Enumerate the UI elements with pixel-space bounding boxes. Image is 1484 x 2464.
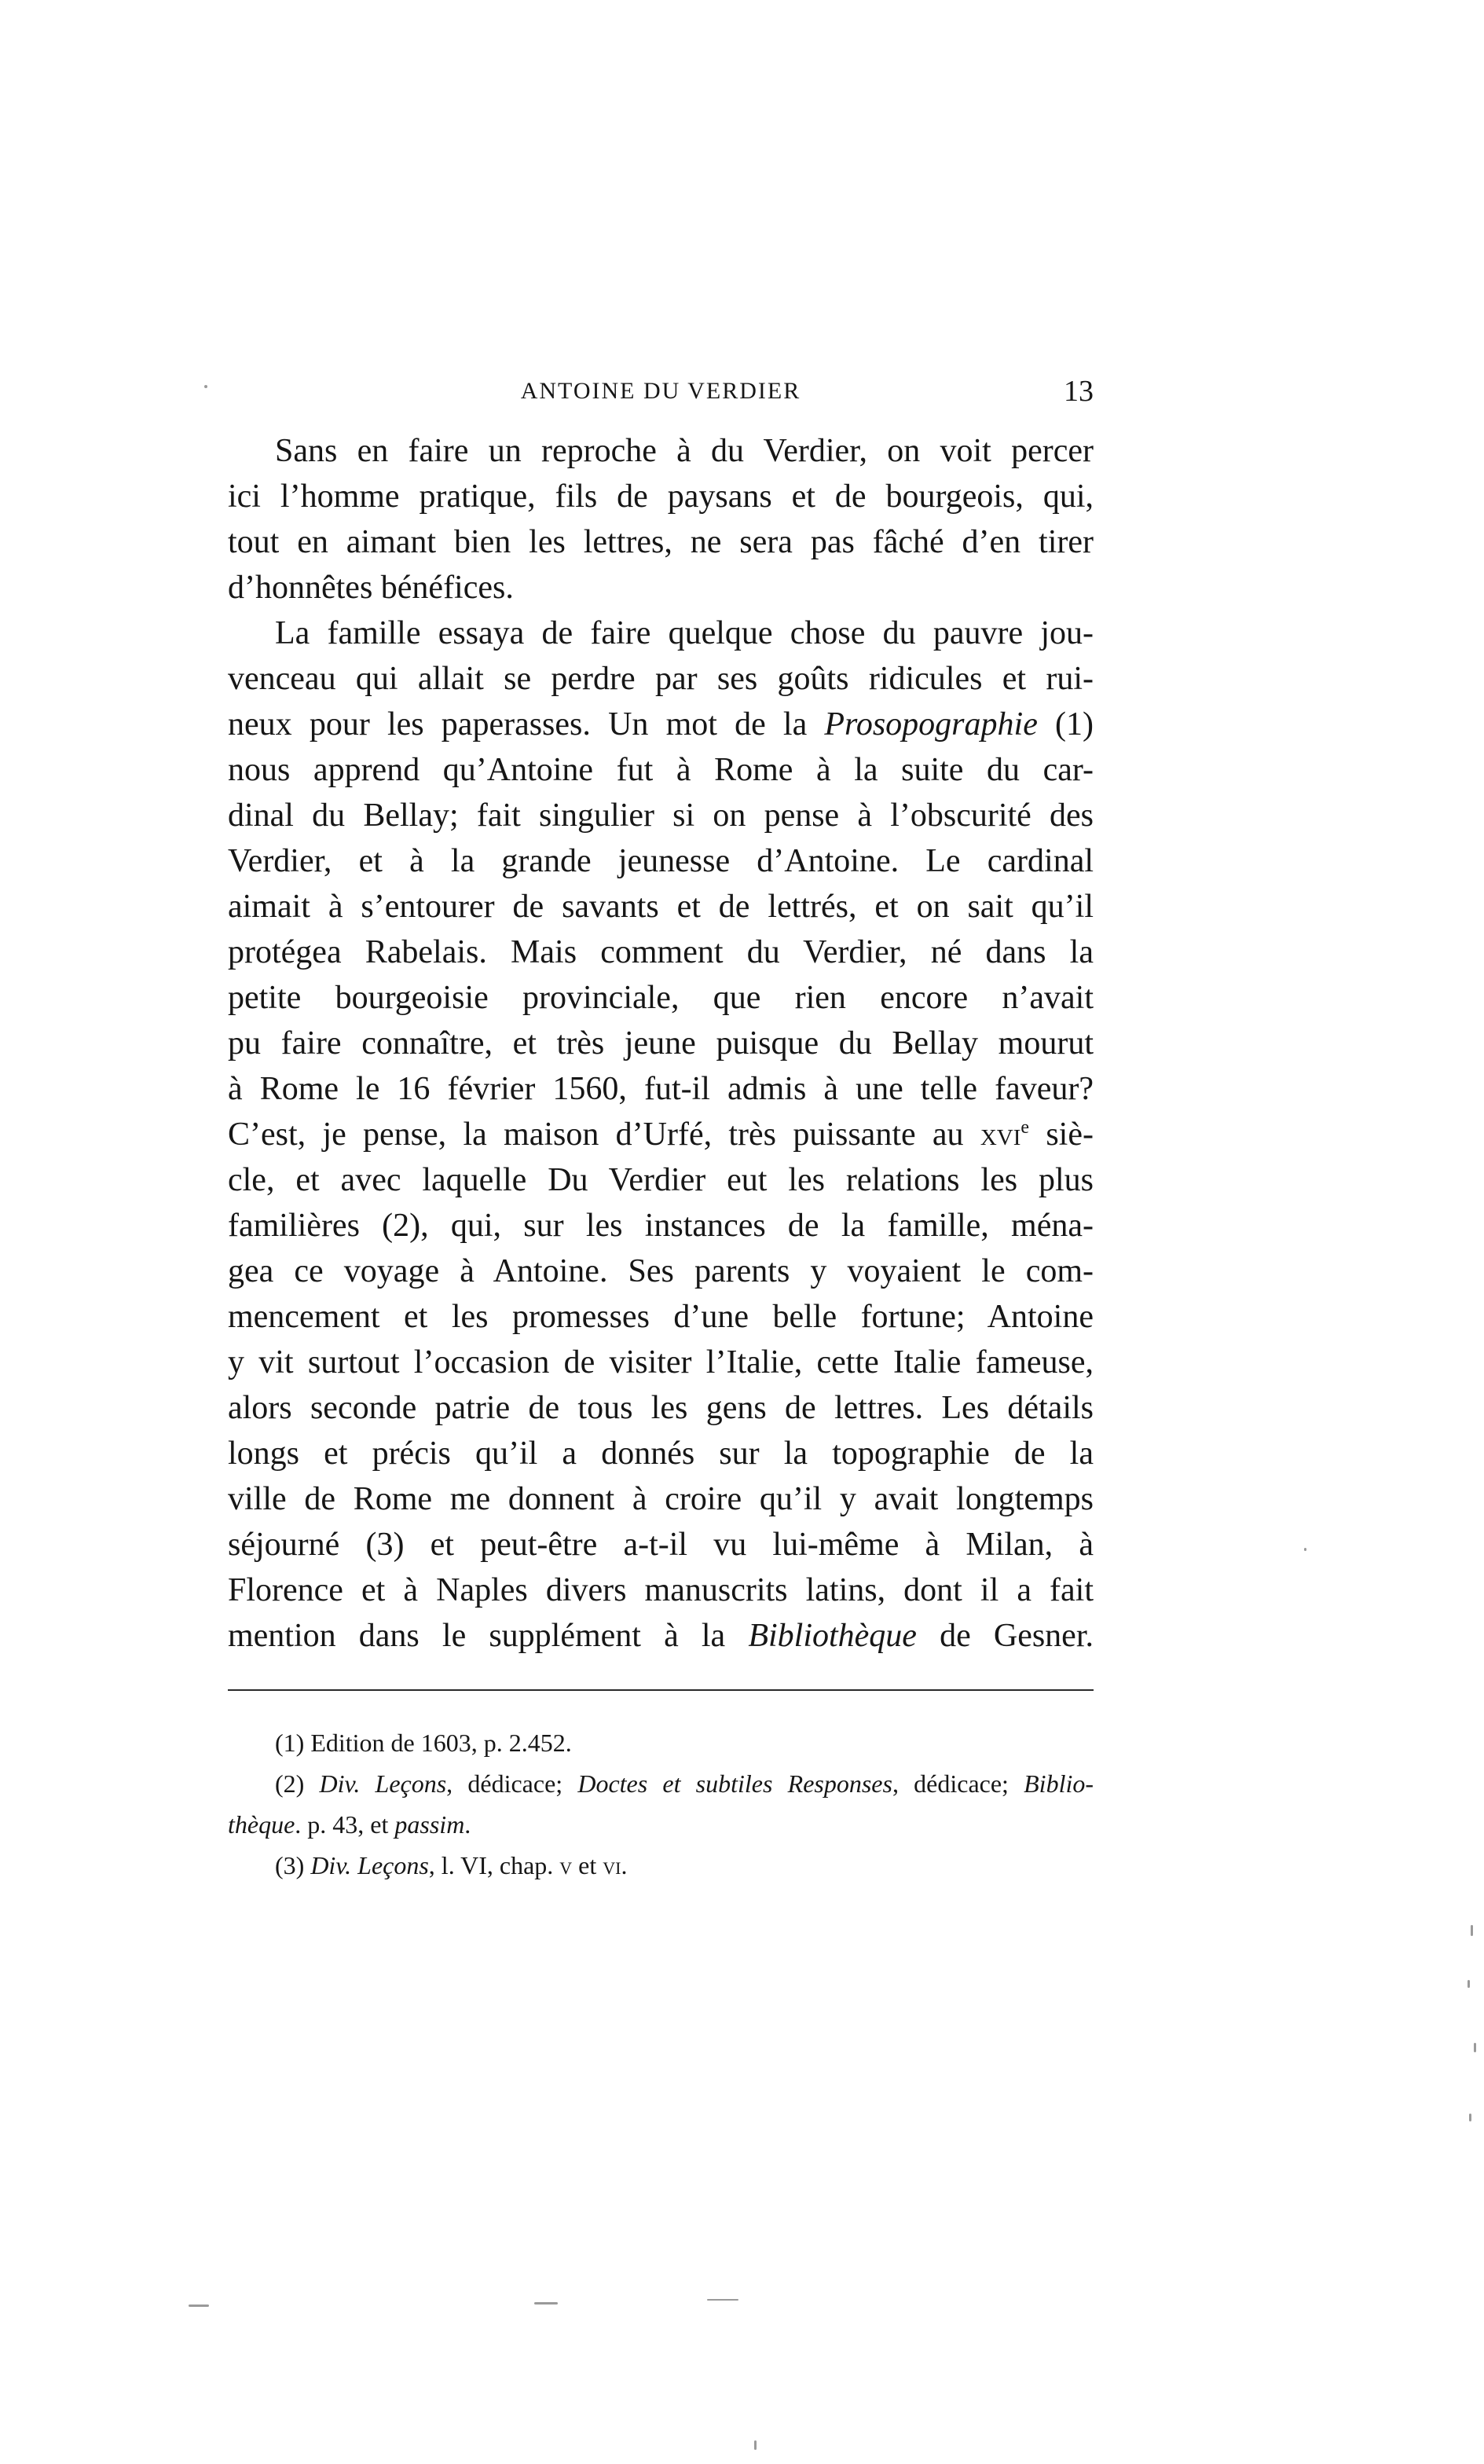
paper-speck	[754, 2440, 757, 2450]
footnote-text: . p. 43, et	[295, 1810, 395, 1839]
text-line: nous apprend qu’Antoine fut à Rome à la suite du car-	[228, 752, 1094, 788]
prosopographie-title: Prosopographie	[824, 706, 1038, 742]
text-line: longs et précis qu’il a donnés sur la topographie de la	[228, 1436, 1094, 1472]
footnote-3	[228, 1845, 1094, 1886]
footnote-title: Biblio-	[1024, 1769, 1094, 1798]
text-segment: siè-	[1029, 1116, 1094, 1153]
text-line: gea ce voyage à Antoine. Ses parents y voyaient le com-	[228, 1253, 1094, 1289]
text-line: pu faire connaître, et très jeune puisque du Bellay mourut	[228, 1025, 1094, 1062]
footnote-text: .	[621, 1851, 628, 1879]
footnote-numeral: vi	[603, 1851, 621, 1879]
paper-speck	[1471, 1925, 1473, 1936]
text-line: Sans en faire un reproche à du Verdier, on voit percer	[275, 433, 1094, 469]
footnote-title: passim	[394, 1810, 465, 1839]
text-line: séjourné (3) et peut-être a-t-il vu lui-même à Milan, à	[228, 1527, 1094, 1563]
century-superscript: e	[1020, 1117, 1030, 1138]
text-line: protégea Rabelais. Mais comment du Verdier, né dans la	[228, 934, 1094, 970]
footnote-title: Div. Leçons	[319, 1769, 447, 1798]
running-title: ANTOINE DU VERDIER	[520, 378, 801, 404]
paper-speck	[534, 2302, 558, 2304]
footnotes	[228, 1722, 1094, 1886]
paper-speck	[1469, 2114, 1471, 2121]
footnote-text: , dédicace;	[892, 1769, 1024, 1798]
footnote-title: Doctes et subtiles Responses	[577, 1769, 892, 1798]
paper-speck	[204, 385, 207, 388]
bibliotheque-title: Bibliothèque	[748, 1618, 917, 1654]
text-line: petite bourgeoisie provinciale, que rien encore n’avait	[228, 980, 1094, 1016]
century-numeral: xvi	[980, 1116, 1021, 1153]
footnote-2	[228, 1763, 1094, 1804]
text-line: Florence et à Naples divers manuscrits latins, dont il a fait	[228, 1572, 1094, 1608]
footnote-ref-1: (1)	[1037, 706, 1094, 742]
text-line: ici l’homme pratique, fils de paysans et de bourgeois, qui,	[228, 478, 1094, 515]
paper-speck	[1304, 1548, 1306, 1551]
text-segment: C’est, je pense, la maison d’Urfé, très puissante au	[228, 1116, 980, 1153]
text-line: tout en aimant bien les lettres, ne sera pas fâché d’en tirer	[228, 524, 1094, 560]
paper-speck	[1474, 2043, 1476, 2052]
text-line: y vit surtout l’occasion de visiter l’Italie, cette Italie fameuse,	[228, 1344, 1094, 1380]
footnote-text: et	[572, 1851, 603, 1879]
text-line-century	[228, 1112, 1094, 1157]
footnote-divider	[228, 1689, 1094, 1691]
paper-speck	[1468, 1980, 1470, 1988]
text-line: venceau qui allait se perdre par ses goûts ridicules et rui-	[228, 661, 1094, 697]
text-line: à Rome le 16 février 1560, fut-il admis à une telle faveur?	[228, 1071, 1094, 1107]
footnote-title: thèque	[228, 1810, 295, 1839]
text-line: dinal du Bellay; fait singulier si on pense à l’obscurité des	[228, 798, 1094, 834]
footnote-marker: (2)	[275, 1769, 320, 1798]
footnote-numeral: v	[559, 1851, 573, 1879]
page-number: 13	[1064, 375, 1094, 408]
footnote-text: , l. VI, chap.	[428, 1851, 560, 1879]
text-line: aimait à s’entourer de savants et de lettrés, et on sait qu’il	[228, 889, 1094, 925]
footnote-title: Div. Leçons	[310, 1851, 429, 1879]
running-head	[228, 368, 1094, 415]
text-line: mencement et les promesses d’une belle fortune; Antoine	[228, 1299, 1094, 1335]
text-segment: mention dans le supplément à la	[228, 1618, 749, 1654]
text-line: d’honnêtes bénéfices.	[228, 570, 514, 606]
paper-speck	[189, 2304, 209, 2307]
paper-speck	[707, 2299, 738, 2301]
text-line: ville de Rome me donnent à croire qu’il y avait longtemps	[228, 1481, 1094, 1517]
text-segment: neux pour les paperasses. Un mot de la	[228, 706, 825, 742]
text-line-bibliotheque	[228, 1613, 1094, 1659]
footnote-text: .	[464, 1810, 471, 1839]
text-line-prosopographie	[228, 702, 1094, 747]
footnote-marker: (3)	[275, 1851, 311, 1879]
text-line: alors seconde patrie de tous les gens de lettres. Les détails	[228, 1390, 1094, 1426]
footnote-text: , dédicace;	[446, 1769, 578, 1798]
body-text	[228, 428, 1094, 1659]
text-line: Verdier, et à la grande jeunesse d’Antoine. Le cardinal	[228, 843, 1094, 879]
footnote-1: (1) Edition de 1603, p. 2.452.	[275, 1729, 572, 1757]
text-line: La famille essaya de faire quelque chose du pauvre jou-	[275, 615, 1094, 651]
text-line: familières (2), qui, sur les instances de la famille, ména-	[228, 1208, 1094, 1244]
footnote-2-continued	[228, 1804, 1094, 1845]
text-segment: de Gesner.	[916, 1618, 1094, 1654]
text-line: cle, et avec laquelle Du Verdier eut les relations les plus	[228, 1162, 1094, 1198]
